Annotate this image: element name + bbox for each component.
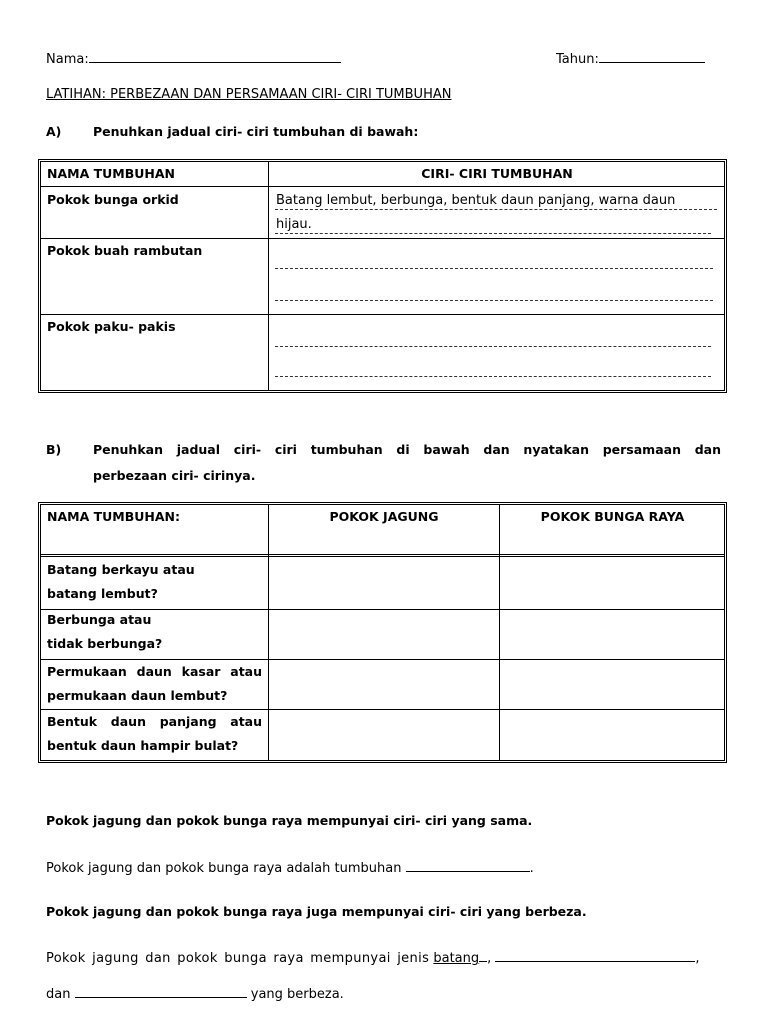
table-b-row-question: Batang berkayu atau [47,562,195,577]
worksheet-title: LATIHAN: PERBEZAAN DAN PERSAMAAN CIRI- CIRI TUMBUHAN [46,87,452,102]
table-b-row-question: Berbunga atau [47,612,152,627]
table-a-answer-line[interactable]: Batang lembut, berbunga, bentuk daun panjang, warna daun [276,193,676,208]
section-a-instruction: Penuhkan jadual ciri- ciri tumbuhan di bawah: [93,124,419,139]
table-a-row-name: Pokok paku- pakis [47,319,176,334]
nama-label: Nama: [46,52,89,67]
answer-dashline [275,233,711,234]
same-sentence-line [46,858,534,876]
table-a-answer-line[interactable]: hijau. [276,217,312,232]
diff-answer[interactable]: batang [433,951,480,966]
answer-dashline[interactable] [275,268,713,269]
answer-cell-bunga-raya[interactable] [500,710,724,760]
dan-blank[interactable] [75,984,247,998]
answer-dashline [275,209,717,210]
diff-answer-tail [479,948,487,962]
answer-cell-bunga-raya[interactable] [500,557,724,609]
section-b-instruction: Penuhkan jadual ciri- ciri tumbuhan di bawah dan nyatakan persamaan dan [93,442,721,457]
table-b-row-question: Bentuk daun panjang atau [47,714,262,729]
dan-text: dan [46,987,71,1002]
answer-dashline[interactable] [275,376,711,377]
answer-dashline[interactable] [275,300,713,301]
diff-blank[interactable] [495,948,695,962]
table-a-header-line [41,186,724,187]
table-b-row-question: permukaan daun lembut? [47,688,228,703]
table-b-header-jagung: POKOK JAGUNG [329,509,439,524]
section-b-letter: B) [46,442,62,457]
yang-berbeza-text: yang berbeza. [250,987,344,1002]
answer-cell-jagung[interactable] [269,610,499,659]
same-sentence: Pokok jagung dan pokok bunga raya adalah tumbuhan [46,861,402,876]
answer-cell-jagung[interactable] [269,660,499,709]
answer-cell-jagung[interactable] [269,710,499,760]
table-b-row-question: bentuk daun hampir bulat? [47,738,239,753]
table-b-row-question: Permukaan daun kasar atau [47,664,262,679]
nama-field [46,49,341,67]
tahun-field [556,49,705,67]
tahun-label: Tahun: [556,52,599,67]
tahun-blank[interactable] [599,49,705,63]
table-a-row-name: Pokok bunga orkid [47,192,179,207]
diff-sentence-line [46,948,722,966]
nama-blank[interactable] [89,49,341,63]
table-b-row-question: tidak berbunga? [47,636,163,651]
diff-comma2: , [695,951,700,966]
table-a-header-name: NAMA TUMBUHAN [47,166,175,181]
table-a-row-name: Pokok buah rambutan [47,243,203,258]
table-b-header-bunga-raya: POKOK BUNGA RAYA [540,509,685,524]
answer-cell-bunga-raya[interactable] [500,660,724,709]
same-end: . [529,861,534,876]
diff-comma: , [487,951,492,966]
dan-line [46,984,344,1002]
diff-sentence: Pokok jagung dan pokok bunga raya mempunyai jenis [46,951,430,966]
section-b-instruction-cont: perbezaan ciri- cirinya. [93,468,256,483]
answer-cell-bunga-raya[interactable] [500,610,724,659]
answer-cell-jagung[interactable] [269,557,499,609]
same-blank[interactable] [406,858,530,872]
table-a-header-ciri: CIRI- CIRI TUMBUHAN [421,166,573,181]
table-a-divider [268,162,269,390]
answer-dashline[interactable] [275,346,711,347]
table-b-header-name: NAMA TUMBUHAN: [47,509,180,524]
table-b-row-question: batang lembut? [47,586,158,601]
section-a-letter: A) [46,124,62,139]
diff-heading: Pokok jagung dan pokok bunga raya juga mempunyai ciri- ciri yang berbeza. [46,904,587,919]
same-heading: Pokok jagung dan pokok bunga raya mempunyai ciri- ciri yang sama. [46,813,533,828]
